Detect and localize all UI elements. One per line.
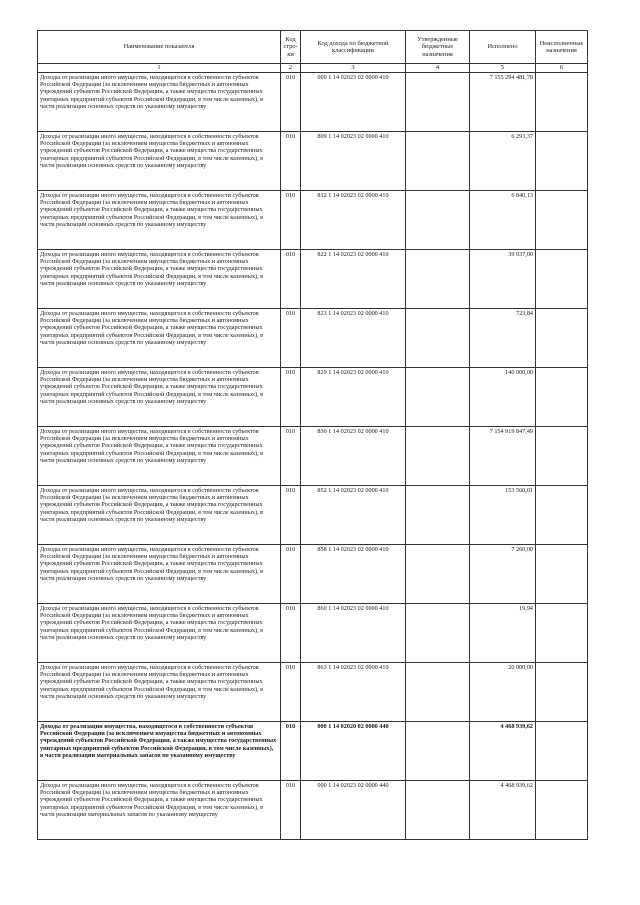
- column-number: 6: [536, 64, 588, 73]
- row-unexecuted-cell: [536, 368, 588, 427]
- table-row: [38, 73, 588, 132]
- table-row: [38, 781, 588, 840]
- row-name-cell: Доходы от реализации иного имущества, находящегося в собственности субъектов Российской Федерации (за исключением имущества бюджетных и автономных учреждений субъектов Российской Федерации, а также имущества государственных унитарных предприятий субъектов Российской Федерации, в том числе казенных), в части реализации основных средств по указанному имуществу: [38, 545, 281, 604]
- table-row: [38, 191, 588, 250]
- row-code-cell: 010: [281, 604, 301, 663]
- row-name-cell: Доходы от реализации иного имущества, находящегося в собственности субъектов Российской Федерации (за исключением имущества бюджетных и автономных учреждений субъектов Российской Федерации, а также имущества государственных унитарных предприятий субъектов Российской Федерации, в том числе казенных), в части реализации основных средств по указанному имуществу: [38, 486, 281, 545]
- row-unexecuted-cell: [536, 309, 588, 368]
- row-kbk-cell: 000 1 14 02023 02 0000 410: [301, 73, 406, 132]
- row-code-cell: 010: [281, 486, 301, 545]
- header-name: Наименование показателя: [38, 31, 281, 64]
- row-unexecuted-cell: [536, 427, 588, 486]
- row-code-cell: 010: [281, 722, 301, 781]
- row-code-cell: 010: [281, 427, 301, 486]
- row-approved-cell: [406, 722, 470, 781]
- row-kbk-cell: 830 1 14 02023 02 0000 410: [301, 427, 406, 486]
- row-approved-cell: [406, 309, 470, 368]
- header-code: Код стро-ки: [281, 31, 301, 64]
- column-number: 2: [281, 64, 301, 73]
- column-number: 3: [301, 64, 406, 73]
- row-executed-cell: 153 560,01: [470, 486, 536, 545]
- row-unexecuted-cell: [536, 132, 588, 191]
- row-unexecuted-cell: [536, 722, 588, 781]
- row-executed-cell: 4 468 939,62: [470, 722, 536, 781]
- row-executed-cell: 723,84: [470, 309, 536, 368]
- row-unexecuted-cell: [536, 250, 588, 309]
- row-approved-cell: [406, 663, 470, 722]
- row-code-cell: 010: [281, 309, 301, 368]
- row-unexecuted-cell: [536, 545, 588, 604]
- header-approved: Утвержденные бюджетные назначения: [406, 31, 470, 64]
- table-row: [38, 250, 588, 309]
- row-name-cell: Доходы от реализации иного имущества, находящегося в собственности субъектов Российской Федерации (за исключением имущества бюджетных и автономных учреждений субъектов Российской Федерации, а также имущества государственных унитарных предприятий субъектов Российской Федерации, в том числе казенных), в части реализации основных средств по указанному имуществу: [38, 663, 281, 722]
- row-unexecuted-cell: [536, 663, 588, 722]
- row-executed-cell: 7 155 294 481,78: [470, 73, 536, 132]
- column-number-row: [38, 64, 588, 73]
- row-name-cell: Доходы от реализации иного имущества, находящегося в собственности субъектов Российской Федерации (за исключением имущества бюджетных и автономных учреждений субъектов Российской Федерации, а также имущества государственных унитарных предприятий субъектов Российской Федерации, в том числе казенных), в части реализации основных средств по указанному имуществу: [38, 250, 281, 309]
- row-approved-cell: [406, 427, 470, 486]
- row-unexecuted-cell: [536, 604, 588, 663]
- row-code-cell: 010: [281, 545, 301, 604]
- row-executed-cell: 39 937,00: [470, 250, 536, 309]
- row-name-cell: Доходы от реализации иного имущества, находящегося в собственности субъектов Российской Федерации (за исключением имущества бюджетных и автономных учреждений субъектов Российской Федерации, а также имущества государственных унитарных предприятий субъектов Российской Федерации, в том числе казенных), в части реализации основных средств по указанному имуществу: [38, 368, 281, 427]
- row-executed-cell: 6 840,13: [470, 191, 536, 250]
- row-kbk-cell: 829 1 14 02023 02 0000 410: [301, 368, 406, 427]
- row-code-cell: 010: [281, 781, 301, 840]
- table-row: [38, 663, 588, 722]
- row-unexecuted-cell: [536, 191, 588, 250]
- row-executed-cell: 20 000,00: [470, 663, 536, 722]
- row-approved-cell: [406, 250, 470, 309]
- table-body: [38, 73, 588, 840]
- row-name-cell: Доходы от реализации иного имущества, находящегося в собственности субъектов Российской Федерации (за исключением имущества бюджетных и автономных учреждений субъектов Российской Федерации, а также имущества государственных унитарных предприятий субъектов Российской Федерации, в том числе казенных), в части реализации основных средств по указанному имуществу: [38, 604, 281, 663]
- table-row: [38, 132, 588, 191]
- table-row: [38, 368, 588, 427]
- row-approved-cell: [406, 604, 470, 663]
- table-row: [38, 309, 588, 368]
- row-kbk-cell: 000 1 14 02020 02 0000 440: [301, 722, 406, 781]
- row-executed-cell: 4 468 939,62: [470, 781, 536, 840]
- row-approved-cell: [406, 73, 470, 132]
- table-row: [38, 486, 588, 545]
- row-code-cell: 010: [281, 663, 301, 722]
- row-approved-cell: [406, 132, 470, 191]
- row-approved-cell: [406, 781, 470, 840]
- row-kbk-cell: 809 1 14 02023 02 0000 410: [301, 132, 406, 191]
- column-number: 5: [470, 64, 536, 73]
- column-number: 1: [38, 64, 281, 73]
- row-executed-cell: 6 293,37: [470, 132, 536, 191]
- row-approved-cell: [406, 486, 470, 545]
- row-code-cell: 010: [281, 368, 301, 427]
- row-name-cell: Доходы от реализации иного имущества, находящегося в собственности субъектов Российской Федерации (за исключением имущества бюджетных и автономных учреждений субъектов Российской Федерации, а также имущества государственных унитарных предприятий субъектов Российской Федерации, в том числе казенных), в части реализации основных средств по указанному имуществу: [38, 309, 281, 368]
- row-code-cell: 010: [281, 191, 301, 250]
- row-kbk-cell: 860 1 14 02023 02 0000 410: [301, 604, 406, 663]
- row-kbk-cell: 812 1 14 02023 02 0000 410: [301, 191, 406, 250]
- row-name-cell: Доходы от реализации иного имущества, находящегося в собственности субъектов Российской Федерации (за исключением имущества бюджетных и автономных учреждений субъектов Российской Федерации, а также имущества государственных унитарных предприятий субъектов Российской Федерации, в том числе казенных), в части реализации основных средств по указанному имуществу: [38, 132, 281, 191]
- row-kbk-cell: 000 1 14 02023 02 0000 440: [301, 781, 406, 840]
- row-approved-cell: [406, 545, 470, 604]
- row-approved-cell: [406, 191, 470, 250]
- row-name-cell: Доходы от реализации иного имущества, находящегося в собственности субъектов Российской Федерации (за исключением имущества бюджетных и автономных учреждений субъектов Российской Федерации, а также имущества государственных унитарных предприятий субъектов Российской Федерации, в том числе казенных), в части реализации основных средств по указанному имуществу: [38, 427, 281, 486]
- row-name-cell: Доходы от реализации имущества, находящегося в собственности субъектов Российской Федерации (за исключением имущества бюджетных и автономных учреждений субъектов Российской Федерации, а также имущества государственных унитарных предприятий субъектов Российской Федерации, в том числе казенных), в части реализации материальных запасов по указанному имуществу: [38, 722, 281, 781]
- row-kbk-cell: 858 1 14 02023 02 0000 410: [301, 545, 406, 604]
- row-kbk-cell: 852 1 14 02023 02 0000 410: [301, 486, 406, 545]
- header-unexecuted: Неисполненные назначения: [536, 31, 588, 64]
- row-name-cell: Доходы от реализации иного имущества, находящегося в собственности субъектов Российской Федерации (за исключением имущества бюджетных и автономных учреждений субъектов Российской Федерации, а также имущества государственных унитарных предприятий субъектов Российской Федерации, в том числе казенных), в части реализации основных средств по указанному имуществу: [38, 191, 281, 250]
- row-code-cell: 010: [281, 73, 301, 132]
- row-executed-cell: 19,94: [470, 604, 536, 663]
- report-table: [37, 30, 588, 840]
- table-row: [38, 545, 588, 604]
- row-kbk-cell: 863 1 14 02023 02 0000 410: [301, 663, 406, 722]
- row-kbk-cell: 823 1 14 02023 02 0000 410: [301, 309, 406, 368]
- row-code-cell: 010: [281, 132, 301, 191]
- table-row: [38, 604, 588, 663]
- table-row: [38, 427, 588, 486]
- row-name-cell: Доходы от реализации иного имущества, находящегося в собственности субъектов Российской Федерации (за исключением имущества бюджетных и автономных учреждений субъектов Российской Федерации, а также имущества государственных унитарных предприятий субъектов Российской Федерации, в том числе казенных), в части реализации основных средств по указанному имуществу: [38, 73, 281, 132]
- table-row: [38, 722, 588, 781]
- row-unexecuted-cell: [536, 486, 588, 545]
- row-name-cell: Доходы от реализации иного имущества, находящегося в собственности субъектов Российской Федерации (за исключением имущества бюджетных и автономных учреждений субъектов Российской Федерации, а также имущества государственных унитарных предприятий субъектов Российской Федерации, в том числе казенных), в части реализации материальных запасов по указанному имуществу: [38, 781, 281, 840]
- header-kbk: Код дохода по бюджетной классификации: [301, 31, 406, 64]
- row-unexecuted-cell: [536, 781, 588, 840]
- row-code-cell: 010: [281, 250, 301, 309]
- row-executed-cell: 7 154 919 847,49: [470, 427, 536, 486]
- column-number: 4: [406, 64, 470, 73]
- row-unexecuted-cell: [536, 73, 588, 132]
- row-kbk-cell: 822 1 14 02023 02 0000 410: [301, 250, 406, 309]
- header-executed: Исполнено: [470, 31, 536, 64]
- header-row: [38, 31, 588, 64]
- row-executed-cell: 7 260,00: [470, 545, 536, 604]
- row-approved-cell: [406, 368, 470, 427]
- row-executed-cell: 140 000,00: [470, 368, 536, 427]
